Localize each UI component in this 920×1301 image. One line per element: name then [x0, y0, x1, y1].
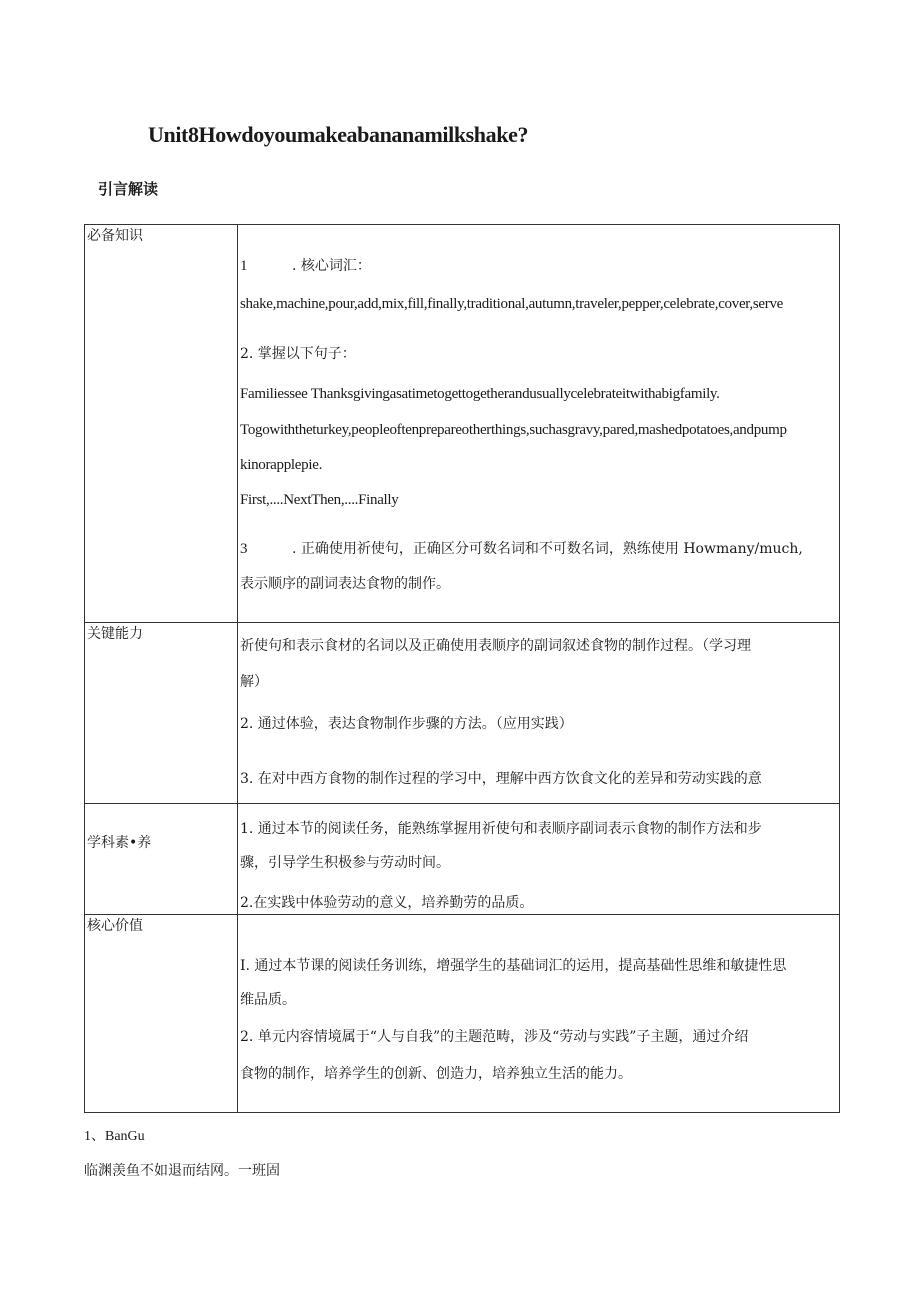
table-row [85, 804, 840, 915]
row-content-cell [238, 225, 840, 623]
row-content-cell [238, 623, 840, 804]
list-item: 祈使句和表示食材的名词以及正确使用表顺序的副词叙述食物的制作过程。（学习理 [240, 638, 751, 654]
list-item: 2. 掌握以下句子： [240, 346, 356, 362]
row-content-cell [238, 915, 840, 1113]
item-text: . 正确使用祈使句，正确区分可数名词和不可数名词，熟练使用 Howmany/much, [292, 541, 803, 557]
list-item: 2.在实践中体验劳动的意义，培养勤劳的品质。 [240, 895, 534, 911]
list-item-continued: 解） [240, 674, 268, 690]
item-number: 3 [240, 541, 248, 557]
list-item: I. 通过本节课的阅读任务训练，增强学生的基础词汇的运用，提高基础性思维和敏捷性思 [240, 958, 787, 974]
row-label-cell [85, 915, 238, 1113]
table-row [85, 623, 840, 804]
row-label-cell [85, 225, 238, 623]
row-label: 核心价值 [87, 918, 143, 934]
list-item: 1. 通过本节的阅读任务，能熟练掌握用祈使句和表顺序副词表示食物的制作方法和步 [240, 821, 762, 837]
list-item: 3. 在对中西方食物的制作过程的学习中，理解中西方饮食文化的差异和劳动实践的意 [240, 771, 762, 787]
objectives-table [84, 224, 840, 1113]
row-label: 关键能力 [87, 626, 143, 642]
list-item-continued: 骤，引导学生积极参与劳动时间。 [240, 855, 450, 871]
quote-text: 临渊羡鱼不如退而结网。一班固 [84, 1163, 280, 1179]
row-label-cell [85, 623, 238, 804]
table-row [85, 915, 840, 1113]
sentence-line: Togowiththeturkey,peopleoftenprepareotherthings,suchasgravy,pared,mashedpotatoes,andpump [240, 422, 787, 438]
list-item [240, 540, 803, 558]
item-text: . 核心词汇： [292, 258, 371, 274]
list-item-continued: 食物的制作，培养学生的创新、创造力，培养独立生活的能力。 [240, 1066, 632, 1082]
row-label-cell [85, 804, 238, 915]
list-item-continued: 维品质。 [240, 992, 296, 1008]
vocabulary-line: shake,machine,pour,add,mix,fill,finally,traditional,autumn,traveler,pepper,celebrate,cover,serve [240, 296, 784, 312]
row-label: 学科素•养 [87, 835, 152, 851]
sentence-line: kinorapplepie. [240, 457, 323, 473]
row-label: 必备知识 [87, 228, 143, 244]
section-heading: 引言解读 [98, 180, 159, 198]
list-item-continued: 表示顺序的副词表达食物的制作。 [240, 576, 450, 592]
document-title: Unit8Howdoyoumakeabananamilkshake? [148, 122, 529, 147]
sentence-line: Familiessee Thanksgivingasatimetogettogetherandusuallycelebrateitwithabigfamily. [240, 386, 720, 402]
list-item: 2. 通过体验，表达食物制作步骤的方法。（应用实践） [240, 716, 573, 732]
table-row [85, 225, 840, 623]
sentence-line: First,....NextThen,....Finally [240, 492, 399, 508]
quote-attribution: 1、BanGu [84, 1129, 145, 1144]
list-item: 2. 单元内容情境属于“人与自我”的主题范畴，涉及“劳动与实践”子主题，通过介绍 [240, 1029, 749, 1045]
list-item [240, 257, 371, 275]
row-content-cell [238, 804, 840, 915]
item-number: 1 [240, 258, 248, 274]
